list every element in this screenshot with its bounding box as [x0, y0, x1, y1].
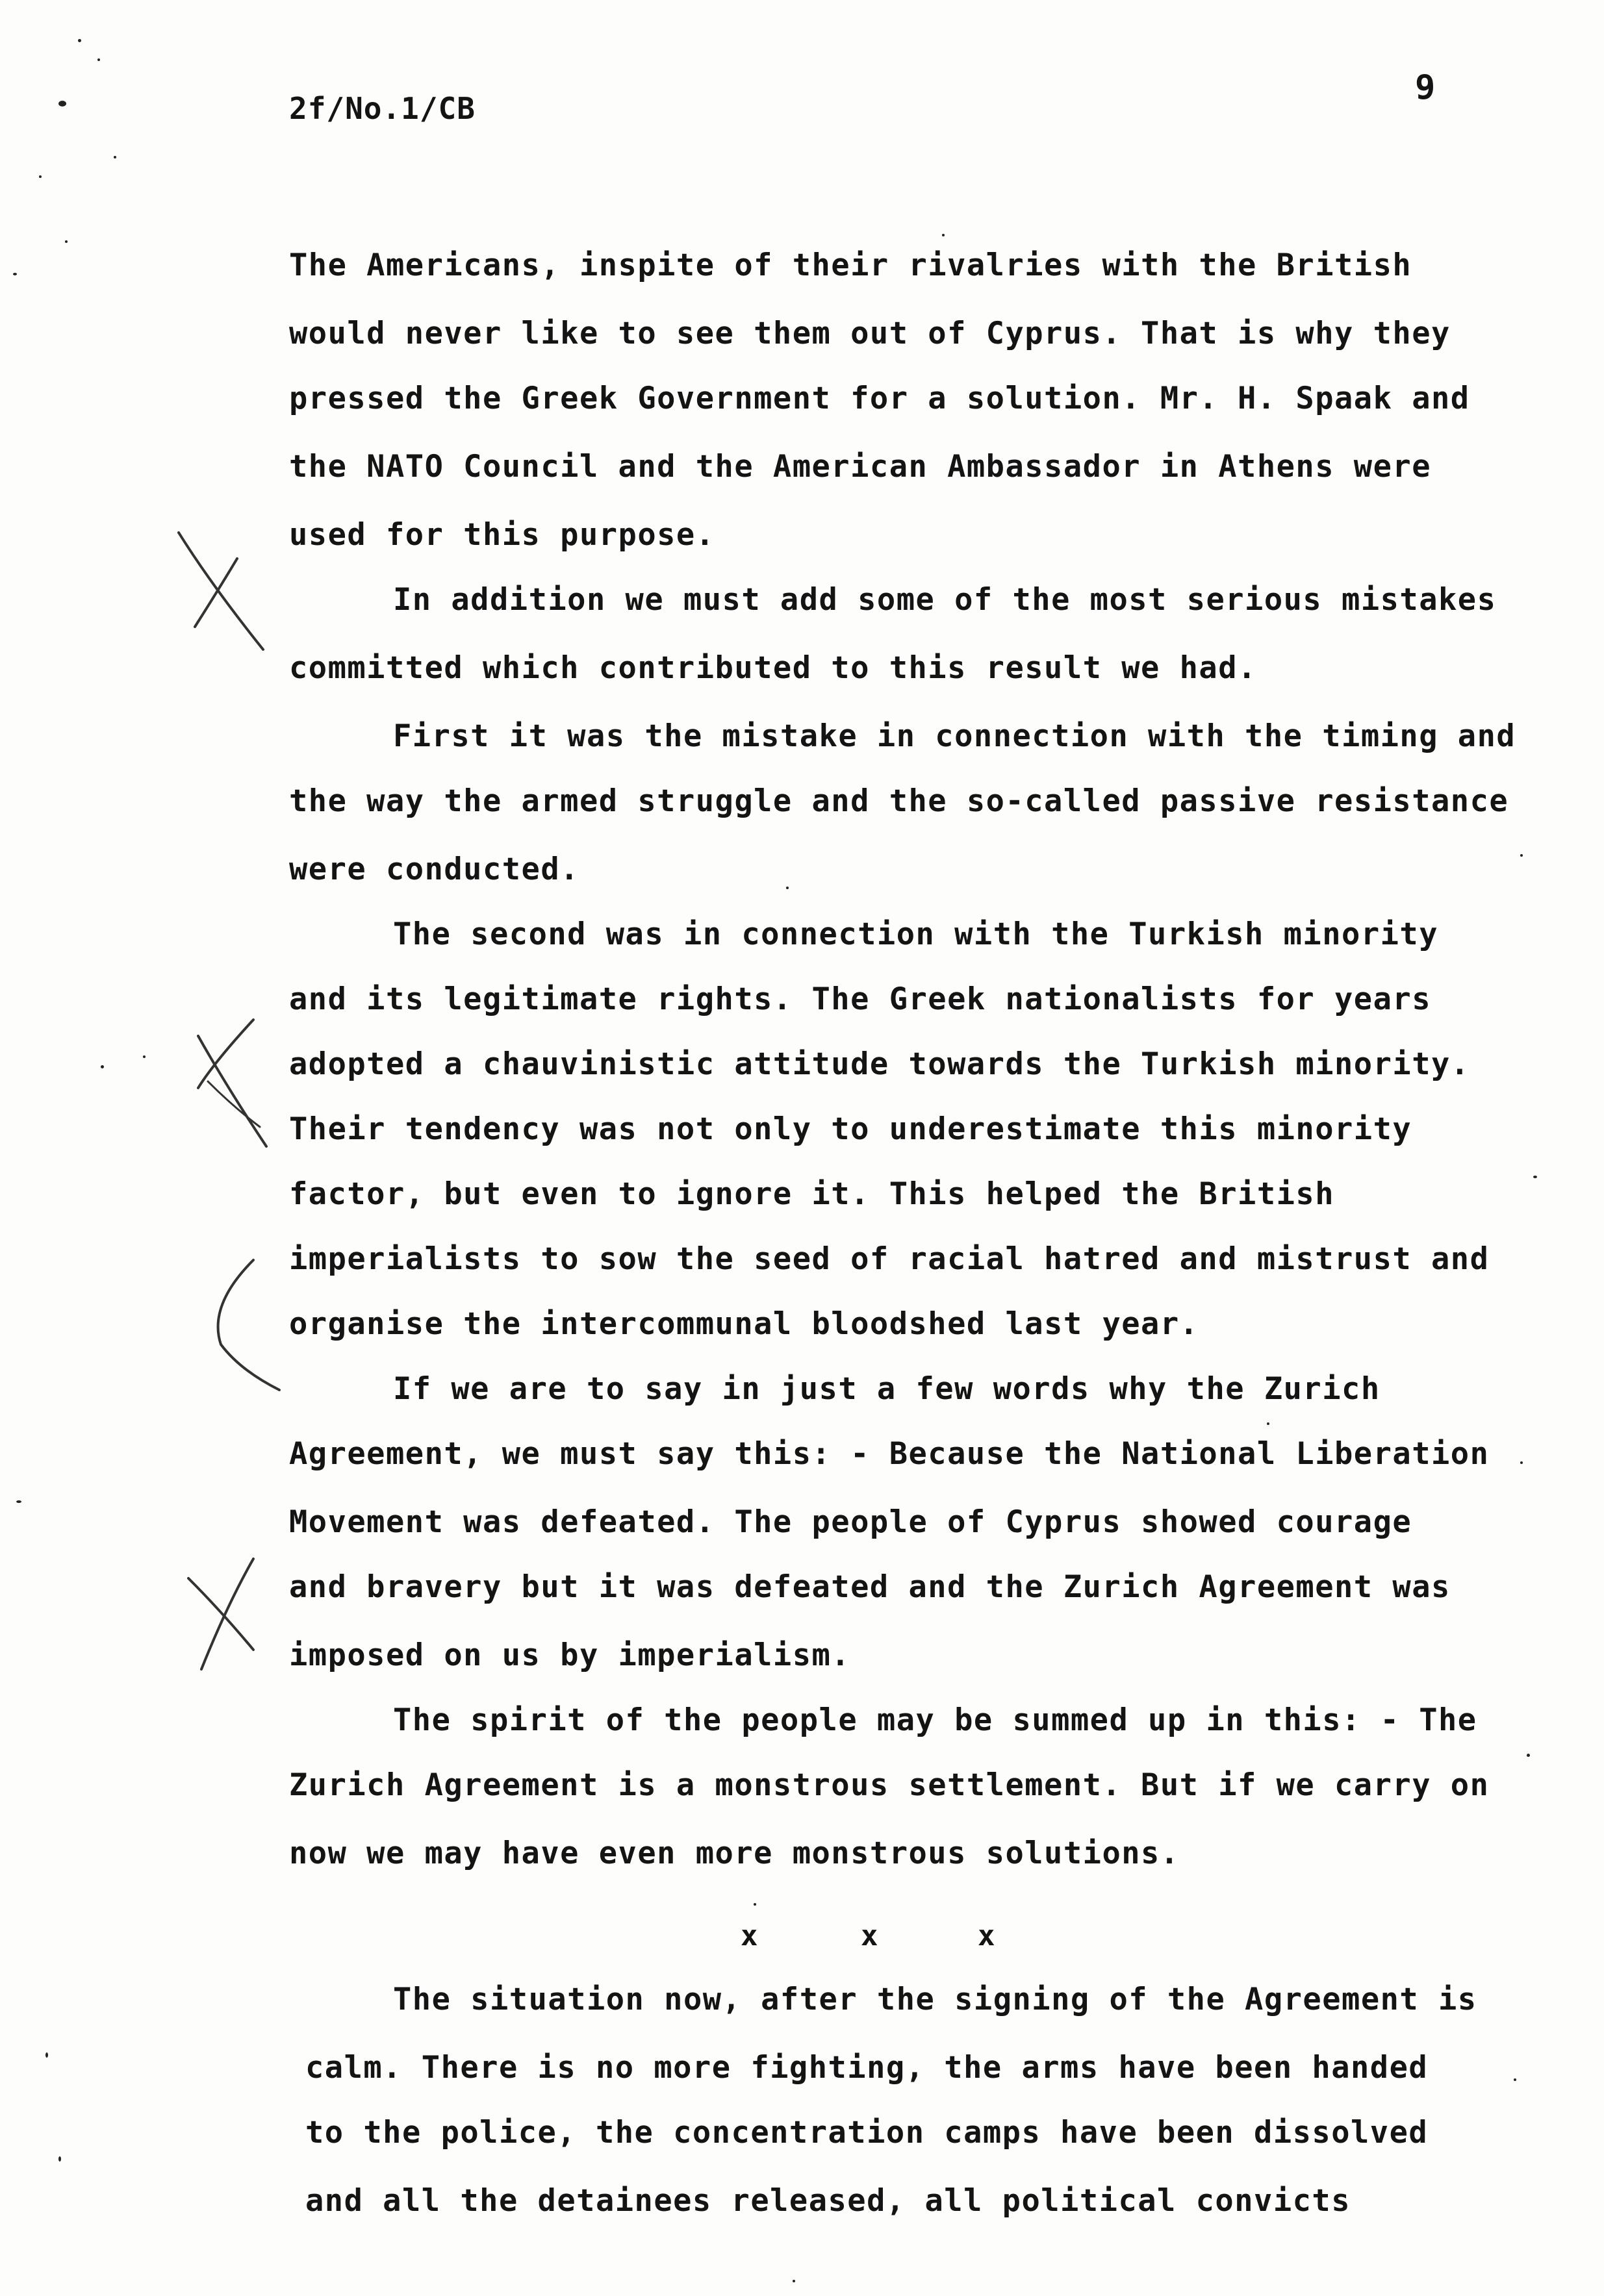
text-line: pressed the Greek Government for a solution. Mr. H. Spaak and [289, 381, 1470, 416]
scan-speck [114, 156, 116, 158]
scan-speck [13, 273, 17, 275]
scan-speck [97, 58, 100, 61]
section-separator-mark: x [861, 1919, 878, 1952]
text-line: Their tendency was not only to underestimate this minority [289, 1111, 1412, 1147]
text-line: The Americans, inspite of their rivalries with the British [289, 247, 1412, 283]
text-line: Movement was defeated. The people of Cyprus showed courage [289, 1504, 1412, 1540]
scan-speck [101, 1065, 104, 1068]
text-line: would never like to see them out of Cyprus. That is why they [289, 316, 1451, 351]
text-line: factor, but even to ignore it. This helped the British [289, 1176, 1335, 1212]
text-line: First it was the mistake in connection with the timing and [393, 718, 1516, 754]
text-line: and bravery but it was defeated and the Zurich Agreement was [289, 1569, 1451, 1605]
section-separator-mark: x [741, 1919, 758, 1952]
text-line: organise the intercommunal bloodshed last year. [289, 1306, 1199, 1342]
text-line: the way the armed struggle and the so-called passive resistance [289, 783, 1509, 819]
text-line: imposed on us by imperialism. [289, 1637, 851, 1673]
scan-speck [16, 1500, 21, 1503]
scan-speck [45, 2052, 48, 2058]
page-number: 9 [1415, 68, 1436, 107]
text-line: now we may have even more monstrous solutions. [289, 1836, 1180, 1871]
margin-cross-mark [188, 1010, 292, 1166]
scan-speck [39, 175, 42, 178]
scan-speck [786, 887, 789, 889]
text-line: the NATO Council and the American Ambassador in Athens were [289, 449, 1431, 485]
scan-speck [58, 2156, 61, 2162]
text-line: In addition we must add some of the most serious mistakes [393, 582, 1497, 618]
scan-speck [793, 2280, 795, 2282]
text-line: If we are to say in just a few words why the Zurich [393, 1371, 1381, 1407]
text-line: imperialists to sow the seed of racial hatred and mistrust and [289, 1241, 1490, 1277]
scan-speck [1520, 1461, 1523, 1464]
scan-speck [1267, 1422, 1269, 1425]
margin-cross-mark [166, 520, 276, 662]
text-line: The spirit of the people may be summed up in this: - The [393, 1702, 1477, 1738]
scan-speck [143, 1055, 146, 1058]
scan-speck [58, 101, 66, 107]
document-reference: 2f/No.1/CB [289, 91, 476, 126]
scan-speck [754, 1903, 756, 1906]
text-line: The second was in connection with the Turkish minority [393, 916, 1439, 952]
scan-speck [1527, 1754, 1530, 1757]
text-line: and its legitimate rights. The Greek nationalists for years [289, 981, 1431, 1017]
text-line: adopted a chauvinistic attitude towards the Turkish minority. [289, 1046, 1470, 1082]
scan-speck [1520, 854, 1523, 857]
scan-speck [942, 234, 945, 236]
text-line: committed which contributed to this result we had. [289, 650, 1257, 686]
text-line: were conducted. [289, 852, 579, 887]
text-line: Agreement, we must say this: - Because the National Liberation [289, 1436, 1490, 1472]
section-separator-mark: x [978, 1919, 995, 1952]
text-line: The situation now, after the signing of the Agreement is [393, 1982, 1477, 2017]
text-line: to the police, the concentration camps have been dissolved [305, 2115, 1429, 2151]
margin-bracket-mark [195, 1254, 292, 1396]
scan-speck [78, 39, 81, 42]
scan-speck [1533, 1176, 1537, 1178]
text-line: and all the detainees released, all political convicts [305, 2183, 1351, 2219]
text-line: used for this purpose. [289, 517, 715, 553]
margin-cross-mark [175, 1552, 273, 1682]
text-line: Zurich Agreement is a monstrous settlement. But if we carry on [289, 1767, 1490, 1803]
scan-speck [1514, 2078, 1516, 2081]
text-line: calm. There is no more fighting, the arms have been handed [305, 2050, 1429, 2086]
scan-speck [65, 240, 68, 243]
